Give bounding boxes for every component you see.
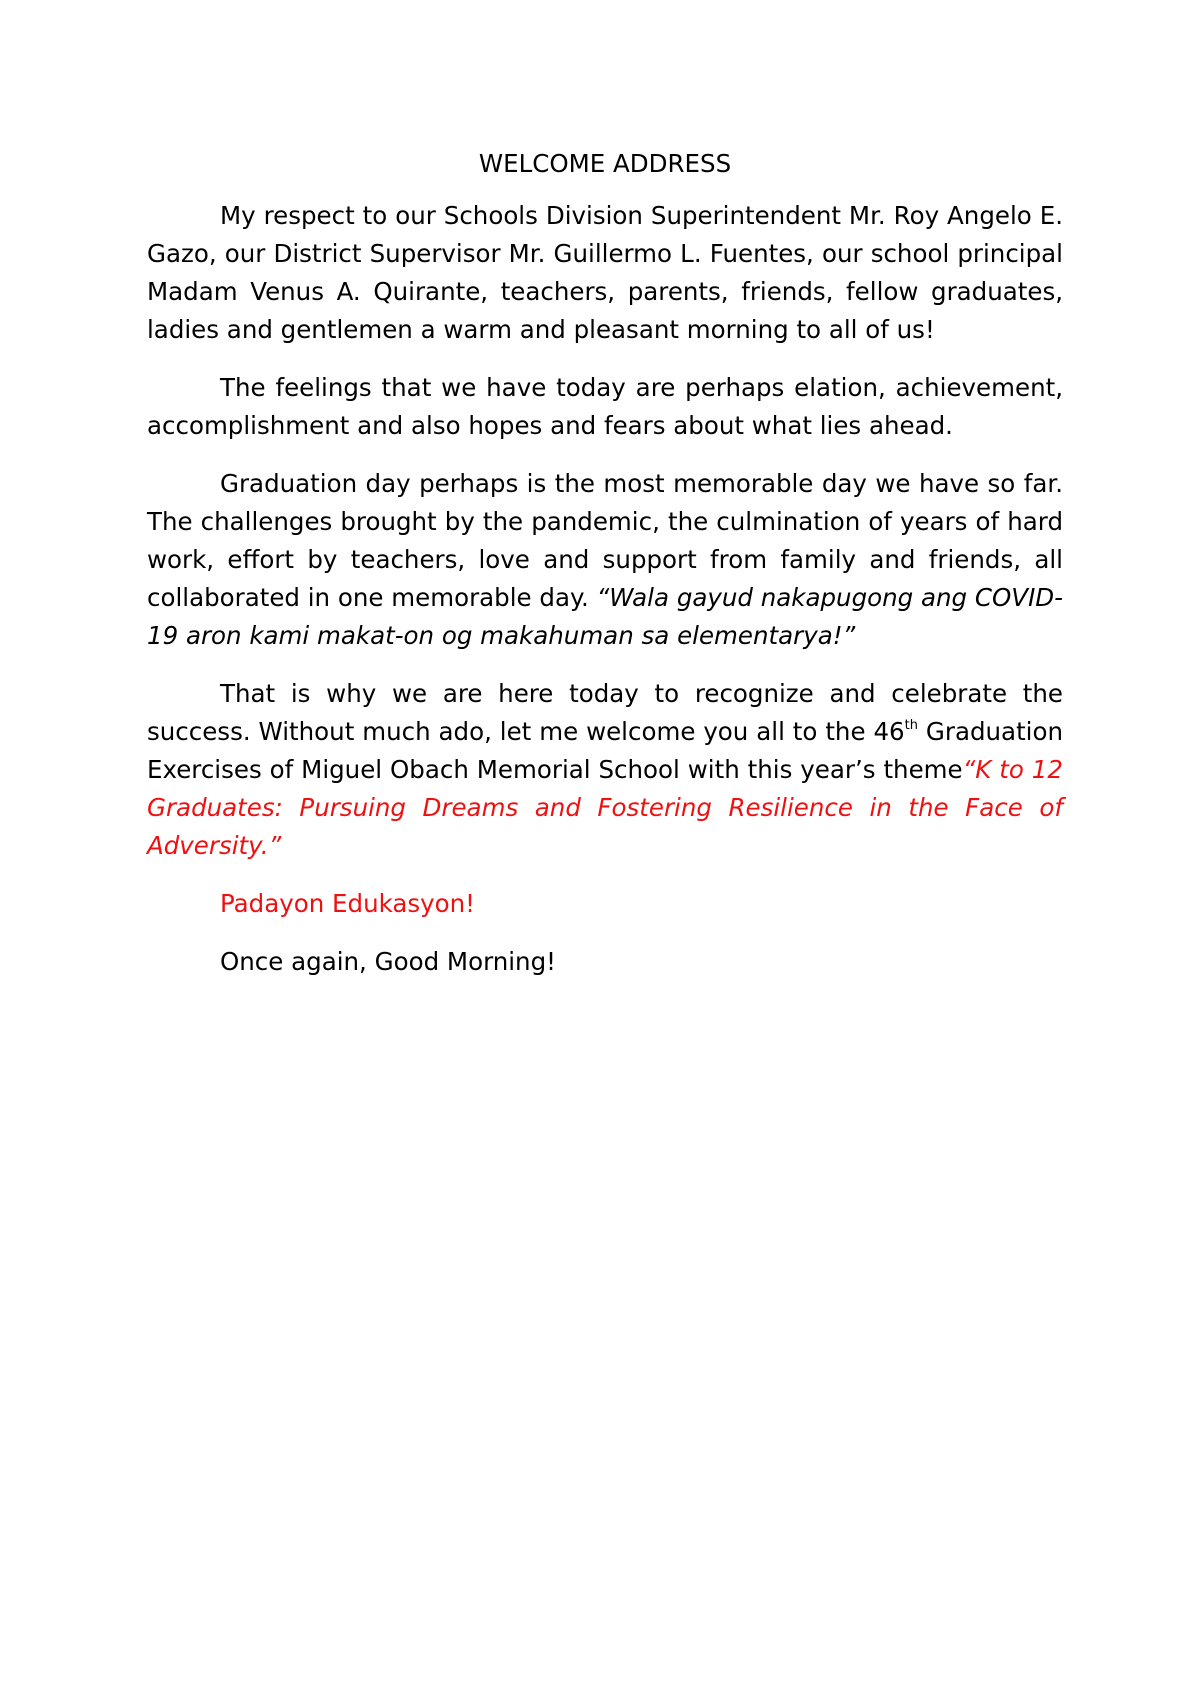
graduation-theme: “K to 12 Graduates: Pursuing Dreams and Fostering Resilience in the Face of Adversity.” xyxy=(147,755,1063,860)
ordinal-superscript: th xyxy=(904,717,918,733)
paragraph-celebration xyxy=(147,675,1063,865)
covid-quote: “Wala gayud nakapugong ang COVID-19 aron kami makat-on og makahuman sa elementarya!” xyxy=(147,583,1064,650)
paragraph-feelings: The feelings that we have today are perhaps elation, achievement, accomplishment and also hopes and fears about what lies ahead. xyxy=(147,373,1063,440)
paragraph-celebration-text-after: Graduation Exercises of Miguel Obach Memorial School with this year’s theme xyxy=(147,717,1064,784)
paragraph-closing: Once again, Good Morning! xyxy=(220,947,556,976)
paragraph-graduation-day xyxy=(147,465,1063,655)
document-page xyxy=(147,145,1063,1001)
paragraph-greeting: My respect to our Schools Division Superintendent Mr. Roy Angelo E. Gazo, our District Supervisor Mr. Guillermo L. Fuentes, our school principal Madam Venus A. Quirante, teachers, parents, friends, fellow graduates, ladies and gentlemen a warm and pleasant morning to all of us! xyxy=(147,201,1063,344)
paragraph-graduation-day-text: Graduation day perhaps is the most memorable day we have so far. The challenges brought by the pandemic, the culmination of years of hard work, effort by teachers, love and support from family and friends, all collaborated in one memorable day. xyxy=(147,469,1063,612)
document-title: WELCOME ADDRESS xyxy=(478,149,732,178)
paragraph-padayon: Padayon Edukasyon! xyxy=(220,889,475,918)
paragraph-celebration-text-before: That is why we are here today to recognize and celebrate the success. Without much ado, let me welcome you all to the 46 xyxy=(147,679,1063,746)
